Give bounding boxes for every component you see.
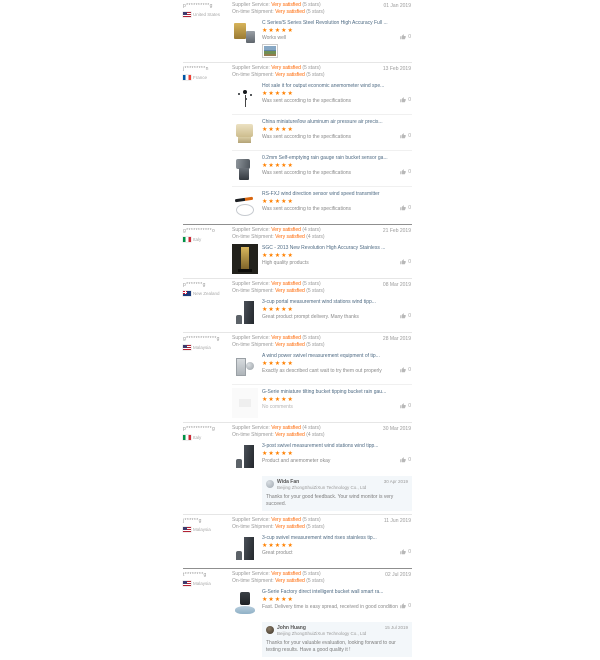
helpful-button[interactable] [400,403,411,409]
country-flag-icon [183,75,191,80]
product-review-body [262,388,412,418]
buyer-country [183,345,232,350]
review-date: 11 Jun 2019 [383,518,411,524]
country-name: New Zealand [193,291,220,296]
helpful-button[interactable] [400,549,411,555]
thumb-up-icon [400,133,406,139]
star-rating: ★★★★★ [262,361,294,367]
on-time-shipment-stars: (4 stars) [306,234,325,240]
review-text: Fast. Delivery time is easy spread, received in good condition [262,604,398,610]
helpful-count: 0 [408,367,411,373]
review-main [232,2,412,60]
country-name: France [193,75,208,80]
review-text: Great product [262,550,293,556]
product-review-body [262,442,412,472]
supplier-service-stars: (4 stars) [302,227,321,233]
product-thumbnail[interactable] [232,442,258,472]
buyer-info [183,2,232,60]
review-date: 01 Jan 2019 [383,3,411,9]
country-name: Malaysia [193,527,211,532]
buyer-country [183,237,232,242]
buyer-name: p*******g [183,282,206,288]
review-main [232,517,412,566]
helpful-button[interactable] [400,133,411,139]
star-rating: ★★★★★ [262,543,294,549]
on-time-shipment-rating: Very satisfied [275,432,305,438]
product-review-body [262,244,412,274]
review-text: Works well [262,35,287,41]
review-date: 21 Feb 2019 [382,228,411,234]
rating-header [232,65,412,79]
thumb-up-icon [400,367,406,373]
product-title-link[interactable]: 3-cup portal measurement wind stations wind tipp... [262,299,376,305]
product-item [232,241,412,276]
product-thumbnail[interactable] [232,19,258,49]
product-review-body [262,190,412,220]
product-thumbnail[interactable] [232,298,258,328]
review-group [183,0,412,63]
buyer-name: p**********g [183,3,213,9]
thumb-up-icon [400,259,406,265]
product-thumbnail[interactable] [232,190,258,220]
product-item [232,79,412,114]
buyer-name: j*********n [183,66,209,72]
supplier-service-stars: (5 stars) [302,281,321,287]
review-text: Was sent according to the specifications [262,206,352,212]
on-time-shipment-stars: (5 stars) [306,524,325,530]
helpful-button[interactable] [400,205,411,211]
review-group [183,423,412,515]
helpful-count: 0 [408,313,411,319]
review-date: 02 Jul 2019 [385,572,411,578]
supplier-service-rating: Very satisfied [271,2,301,8]
on-time-shipment-label: On-time Shipment: [232,342,274,348]
supplier-service-label: Supplier Service: [232,517,270,523]
star-rating: ★★★★★ [262,253,294,259]
country-name: United States [193,12,221,17]
reply-author-name: Wida Fan [277,479,300,485]
helpful-count: 0 [408,457,411,463]
thumb-up-icon [400,97,406,103]
product-title-link[interactable]: 3-cup swivel measurement wind rises stainless tip... [262,535,377,541]
helpful-button[interactable] [400,169,411,175]
on-time-shipment-rating: Very satisfied [275,72,305,78]
buyer-country [183,12,232,17]
on-time-shipment-label: On-time Shipment: [232,9,274,15]
review-main [232,65,412,222]
supplier-service-label: Supplier Service: [232,227,270,233]
helpful-button[interactable] [400,97,411,103]
buyer-country [183,581,232,586]
product-item [232,384,412,420]
rating-header [232,517,412,531]
supplier-service-rating: Very satisfied [271,227,301,233]
product-title-link[interactable]: G-Serie Factory direct intelligent bucket wall smart ra... [262,589,384,595]
supplier-service-rating: Very satisfied [271,425,301,431]
product-thumbnail[interactable] [232,388,258,418]
reply-date: 15 Jul 2019 [384,625,408,630]
on-time-shipment-rating: Very satisfied [275,524,305,530]
buyer-name: g***********o [183,228,216,234]
supplier-service-rating: Very satisfied [271,281,301,287]
supplier-service-rating: Very satisfied [271,65,301,71]
helpful-button[interactable] [400,34,411,40]
rating-header [232,227,412,241]
star-rating: ★★★★★ [262,127,294,133]
on-time-shipment-rating: Very satisfied [275,9,305,15]
reply-text: Thanks for your good feedback. Your wind monitor is very succeed. [266,494,394,507]
product-item [232,16,412,60]
rating-header [232,571,412,585]
product-review-body [262,154,412,184]
helpful-button[interactable] [400,603,411,609]
product-title-link[interactable]: RS-FXJ wind direction sensor wind speed transmitter [262,191,380,197]
buyer-country [183,75,232,80]
reply-date: 30 Apr 2019 [383,479,408,484]
country-flag-icon [183,237,191,242]
review-text: High quality products [262,260,309,266]
product-title-link[interactable]: China miniature/low aluminum air pressure air precis... [262,119,383,125]
buyer-name: j******g [183,518,202,524]
buyer-name: p***********g [183,426,216,432]
review-main [232,425,412,512]
thumb-up-icon [400,313,406,319]
rating-header [232,335,412,349]
on-time-shipment-label: On-time Shipment: [232,288,274,294]
product-review-body [262,298,412,328]
country-flag-icon [183,12,191,17]
helpful-button[interactable] [400,457,411,463]
star-rating: ★★★★★ [262,28,294,34]
review-group [183,225,412,279]
product-thumbnail[interactable] [232,244,258,274]
product-item [232,186,412,222]
on-time-shipment-label: On-time Shipment: [232,234,274,240]
supplier-service-label: Supplier Service: [232,2,270,8]
product-thumbnail[interactable] [232,82,258,112]
product-review-body [262,588,412,618]
review-main [232,335,412,420]
on-time-shipment-rating: Very satisfied [275,342,305,348]
review-photo [264,46,276,56]
rating-header [232,2,412,16]
product-review-body [262,82,412,112]
reply-avatar [266,626,274,634]
thumb-up-icon [400,205,406,211]
helpful-count: 0 [408,133,411,139]
product-item [232,531,412,566]
buyer-info [183,65,232,222]
supplier-service-rating: Very satisfied [271,517,301,523]
reply-company-name: Beijing ZhongShuiZiXun Technology Co., Ltd [277,485,367,490]
supplier-service-rating: Very satisfied [271,335,301,341]
product-thumbnail[interactable] [232,534,258,564]
on-time-shipment-rating: Very satisfied [275,234,305,240]
helpful-count: 0 [408,603,411,609]
reviews-list [183,0,412,660]
country-flag-icon [183,291,191,296]
review-text: No comments [262,404,293,410]
country-flag-icon [183,527,191,532]
helpful-count: 0 [408,97,411,103]
helpful-count: 0 [408,205,411,211]
helpful-count: 0 [408,34,411,40]
review-date: 30 Mar 2019 [382,426,411,432]
supplier-service-stars: (5 stars) [302,335,321,341]
product-thumbnail[interactable] [232,154,258,184]
buyer-country [183,527,232,532]
supplier-service-label: Supplier Service: [232,571,270,577]
thumb-up-icon [400,457,406,463]
thumb-up-icon [400,34,406,40]
helpful-count: 0 [408,549,411,555]
product-item [232,585,412,620]
country-name: Malaysia [193,581,211,586]
supplier-service-stars: (4 stars) [302,425,321,431]
product-review-body [262,352,412,382]
supplier-reply [262,476,412,511]
country-name: Malaysia [193,345,211,350]
product-thumbnail[interactable] [232,352,258,382]
star-rating: ★★★★★ [262,597,294,603]
review-group [183,333,412,423]
on-time-shipment-label: On-time Shipment: [232,432,274,438]
supplier-service-label: Supplier Service: [232,335,270,341]
product-review-body [262,118,412,148]
helpful-button[interactable] [400,313,411,319]
supplier-reply [262,622,412,657]
review-group [183,279,412,333]
on-time-shipment-rating: Very satisfied [275,288,305,294]
product-title-link[interactable]: A wind power swivel measurement equipment of tip... [262,353,380,359]
reply-company-name: Beijing ZhongShuiZiXun Technology Co., Ltd [277,631,367,636]
product-title-link[interactable]: SGC - 2013 New Revolution High Accuracy Stainless ... [262,245,386,251]
buyer-info [183,281,232,330]
helpful-button[interactable] [400,259,411,265]
review-group [183,569,412,660]
review-text: Exactly as described cant wait to try them out properly [262,368,382,374]
supplier-service-stars: (5 stars) [302,2,321,8]
product-item [232,150,412,186]
thumb-up-icon [400,403,406,409]
buyer-country [183,435,232,440]
review-main [232,571,412,658]
rating-header [232,281,412,295]
product-title-link[interactable]: Hot sale it for output economic anemometer wind spe... [262,83,385,89]
product-thumbnail[interactable] [232,118,258,148]
buyer-info [183,227,232,276]
buyer-country [183,291,232,296]
country-flag-icon [183,435,191,440]
supplier-service-rating: Very satisfied [271,571,301,577]
product-title-link[interactable]: 0.2mm Self-emptying rain gauge rain bucket sensor ga... [262,155,388,161]
supplier-service-label: Supplier Service: [232,281,270,287]
review-date: 08 Mar 2019 [382,282,411,288]
product-item [232,114,412,150]
buyer-name: g*************g [183,336,220,342]
product-title-link[interactable]: 3-post swivel measurement wind stations wind tipp... [262,443,379,449]
review-group [183,63,412,225]
review-text: Product and anemometer okay [262,458,331,464]
on-time-shipment-rating: Very satisfied [275,578,305,584]
on-time-shipment-stars: (5 stars) [306,578,325,584]
country-name: Italy [193,435,202,440]
on-time-shipment-stars: (5 stars) [306,342,325,348]
star-rating: ★★★★★ [262,397,294,403]
supplier-service-label: Supplier Service: [232,65,270,71]
reply-text: Thanks for your valuable evaluation, looking forward to our testing results. Have a good quality it ! [266,640,396,653]
review-main [232,281,412,330]
product-title-link[interactable]: G-Serie miniature tilting bucket tipping bucket rain gau... [262,389,387,395]
supplier-service-stars: (5 stars) [302,571,321,577]
review-group [183,515,412,569]
helpful-count: 0 [408,403,411,409]
thumb-up-icon [400,169,406,175]
buyer-info [183,335,232,420]
on-time-shipment-stars: (5 stars) [306,72,325,78]
helpful-count: 0 [408,169,411,175]
review-date: 28 Mar 2019 [382,336,411,342]
star-rating: ★★★★★ [262,451,294,457]
product-item [232,349,412,384]
star-rating: ★★★★★ [262,91,294,97]
buyer-info [183,425,232,512]
thumb-up-icon [400,549,406,555]
review-text: Was sent according to the specifications [262,98,352,104]
product-item [232,295,412,330]
country-flag-icon [183,581,191,586]
reply-avatar [266,480,274,488]
country-name: Italy [193,237,202,242]
supplier-service-stars: (5 stars) [302,517,321,523]
on-time-shipment-stars: (5 stars) [306,288,325,294]
review-main [232,227,412,276]
supplier-service-stars: (5 stars) [302,65,321,71]
thumb-up-icon [400,603,406,609]
star-rating: ★★★★★ [262,307,294,313]
star-rating: ★★★★★ [262,163,294,169]
buyer-info [183,517,232,566]
on-time-shipment-stars: (5 stars) [306,9,325,15]
on-time-shipment-label: On-time Shipment: [232,578,274,584]
review-text: Great product prompt delivery. Many thanks [262,314,359,320]
product-title-link[interactable]: C Series/S Series Steel Revolution High Accuracy Full ... [262,20,388,26]
reply-author-name: John Huang [277,625,306,631]
helpful-button[interactable] [400,367,411,373]
helpful-count: 0 [408,259,411,265]
on-time-shipment-stars: (4 stars) [306,432,325,438]
rating-header [232,425,412,439]
on-time-shipment-label: On-time Shipment: [232,72,274,78]
review-photo-thumbnail[interactable] [262,44,278,58]
review-text: Was sent according to the specifications [262,170,352,176]
country-flag-icon [183,345,191,350]
supplier-service-label: Supplier Service: [232,425,270,431]
buyer-info [183,571,232,658]
product-thumbnail[interactable] [232,588,258,618]
on-time-shipment-label: On-time Shipment: [232,524,274,530]
product-item [232,439,412,474]
review-date: 13 Feb 2019 [382,66,411,72]
review-text: Was sent according to the specifications [262,134,352,140]
product-review-body [262,19,412,58]
product-review-body [262,534,412,564]
buyer-name: t********g [183,572,207,578]
star-rating: ★★★★★ [262,199,294,205]
